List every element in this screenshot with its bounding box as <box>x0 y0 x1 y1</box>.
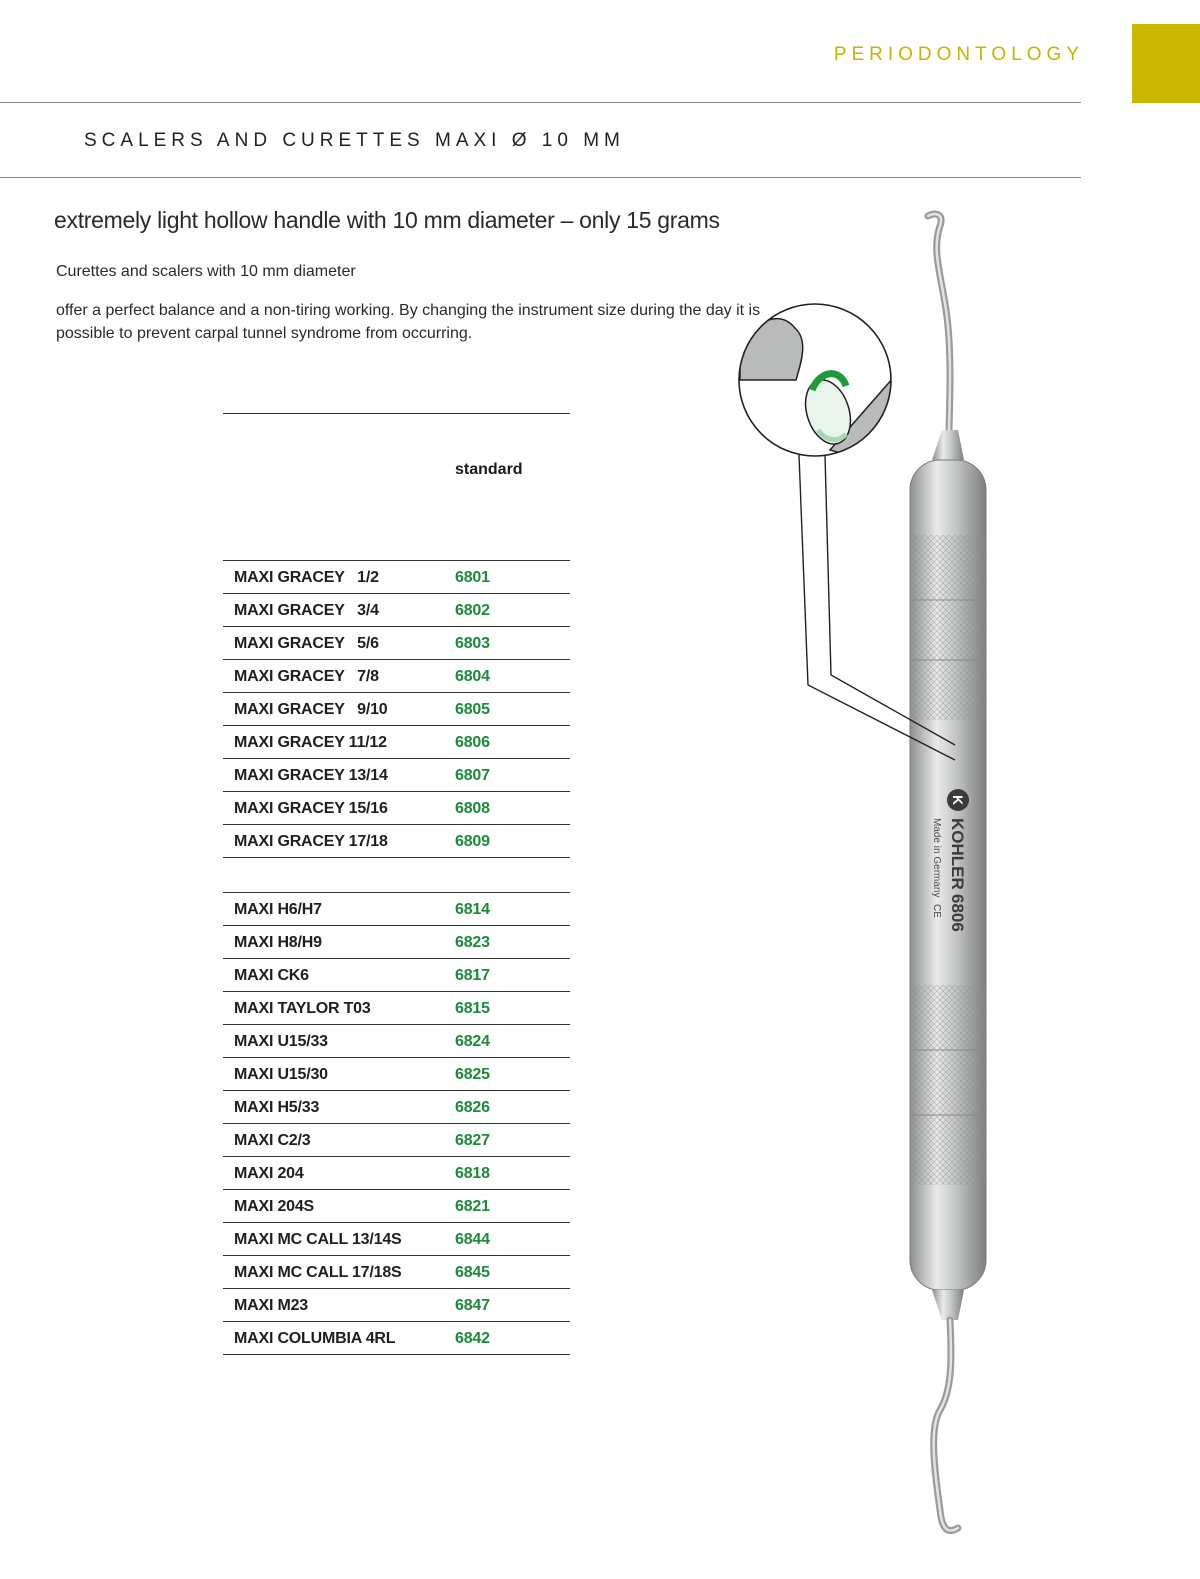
product-name: MAXI MC CALL 17/18S <box>234 1264 402 1281</box>
product-name: MAXI H8/H9 <box>234 934 322 951</box>
table-row <box>223 1025 570 1058</box>
product-name: MAXI U15/33 <box>234 1033 328 1050</box>
product-name: MAXI GRACEY 15/16 <box>234 800 388 817</box>
table-row <box>223 1157 570 1190</box>
product-name: MAXI GRACEY 11/12 <box>234 734 387 751</box>
header-rule-bottom <box>0 177 1081 178</box>
table-row <box>223 693 570 726</box>
product-code: 6826 <box>455 1099 490 1116</box>
product-code: 6824 <box>455 1033 490 1050</box>
table-top-rule <box>223 413 570 414</box>
product-code: 6818 <box>455 1165 490 1182</box>
product-code: 6806 <box>455 734 490 751</box>
product-name: MAXI TAYLOR T03 <box>234 1000 371 1017</box>
upper-shank <box>928 214 950 460</box>
product-code: 6844 <box>455 1231 490 1248</box>
product-code: 6807 <box>455 767 490 784</box>
product-code: 6804 <box>455 668 490 685</box>
product-name: MAXI GRACEY 13/14 <box>234 767 388 784</box>
table-row <box>223 726 570 759</box>
product-name: MAXI CK6 <box>234 967 309 984</box>
table-row <box>223 1058 570 1091</box>
table-row <box>223 1223 570 1256</box>
table-row <box>223 561 570 594</box>
product-name: MAXI GRACEY 5/6 <box>234 635 379 652</box>
table-row <box>223 759 570 792</box>
brand-engraving: KOHLER <box>948 818 967 890</box>
product-name: MAXI U15/30 <box>234 1066 328 1083</box>
made-in-engraving: Made in Germany <box>931 818 942 898</box>
instrument-illustration <box>700 190 1020 1550</box>
product-name: MAXI H5/33 <box>234 1099 320 1116</box>
product-code: 6827 <box>455 1132 490 1149</box>
product-table-group-2 <box>223 892 570 1355</box>
column-header-standard: standard <box>455 461 523 478</box>
product-name: MAXI GRACEY 1/2 <box>234 569 379 586</box>
table-row <box>223 992 570 1025</box>
product-code: 6802 <box>455 602 490 619</box>
section-label: PERIODONTOLOGY <box>833 44 1084 65</box>
product-code: 6847 <box>455 1297 490 1314</box>
table-row <box>223 1322 570 1355</box>
intro-text: Curettes and scalers with 10 mm diameter <box>56 263 356 280</box>
table-row <box>223 825 570 858</box>
product-code: 6809 <box>455 833 490 850</box>
table-row <box>223 926 570 959</box>
table-row <box>223 1289 570 1322</box>
header-rule-top <box>0 102 1081 103</box>
product-name: MAXI 204S <box>234 1198 315 1215</box>
product-name: MAXI GRACEY 3/4 <box>234 602 379 619</box>
table-row <box>223 1124 570 1157</box>
product-code: 6817 <box>455 967 490 984</box>
product-code: 6815 <box>455 1000 490 1017</box>
product-name: MAXI COLUMBIA 4RL <box>234 1330 396 1347</box>
product-name: MAXI C2/3 <box>234 1132 311 1149</box>
product-name: MAXI H6/H7 <box>234 901 322 918</box>
svg-text:K: K <box>950 795 966 806</box>
product-code: 6801 <box>455 569 490 586</box>
product-code: 6825 <box>455 1066 490 1083</box>
table-row <box>223 1190 570 1223</box>
product-code: 6821 <box>455 1198 490 1215</box>
table-row <box>223 1091 570 1124</box>
table-row <box>223 594 570 627</box>
page-title: SCALERS AND CURETTES MAXI Ø 10 MM <box>84 130 625 151</box>
product-name: MAXI M23 <box>234 1297 308 1314</box>
table-row <box>223 660 570 693</box>
product-name: MAXI GRACEY 7/8 <box>234 668 379 685</box>
table-row <box>223 959 570 992</box>
detail-magnifier <box>730 290 910 470</box>
product-code: 6808 <box>455 800 490 817</box>
table-row <box>223 792 570 825</box>
product-table-group-1 <box>223 560 570 858</box>
product-code: 6842 <box>455 1330 490 1347</box>
model-engraving: 6806 <box>948 894 967 932</box>
product-name: MAXI GRACEY 9/10 <box>234 701 388 718</box>
table-row <box>223 893 570 926</box>
body-text: offer a perfect balance and a non-tiring working. By changing the instrument size during the day it is possible to prevent carpal tunnel syndrome from occurring. <box>56 302 761 342</box>
table-row <box>223 627 570 660</box>
product-code: 6823 <box>455 934 490 951</box>
ce-mark: CE <box>931 904 942 918</box>
headline: extremely light hollow handle with 10 mm diameter – only 15 grams <box>54 207 720 233</box>
table-row <box>223 1256 570 1289</box>
product-name: MAXI GRACEY 17/18 <box>234 833 388 850</box>
product-name: MAXI MC CALL 13/14S <box>234 1231 402 1248</box>
product-code: 6814 <box>455 901 490 918</box>
product-code: 6845 <box>455 1264 490 1281</box>
product-name: MAXI 204 <box>234 1165 304 1182</box>
product-code: 6805 <box>455 701 490 718</box>
section-tab-block <box>1132 24 1200 103</box>
product-code: 6803 <box>455 635 490 652</box>
